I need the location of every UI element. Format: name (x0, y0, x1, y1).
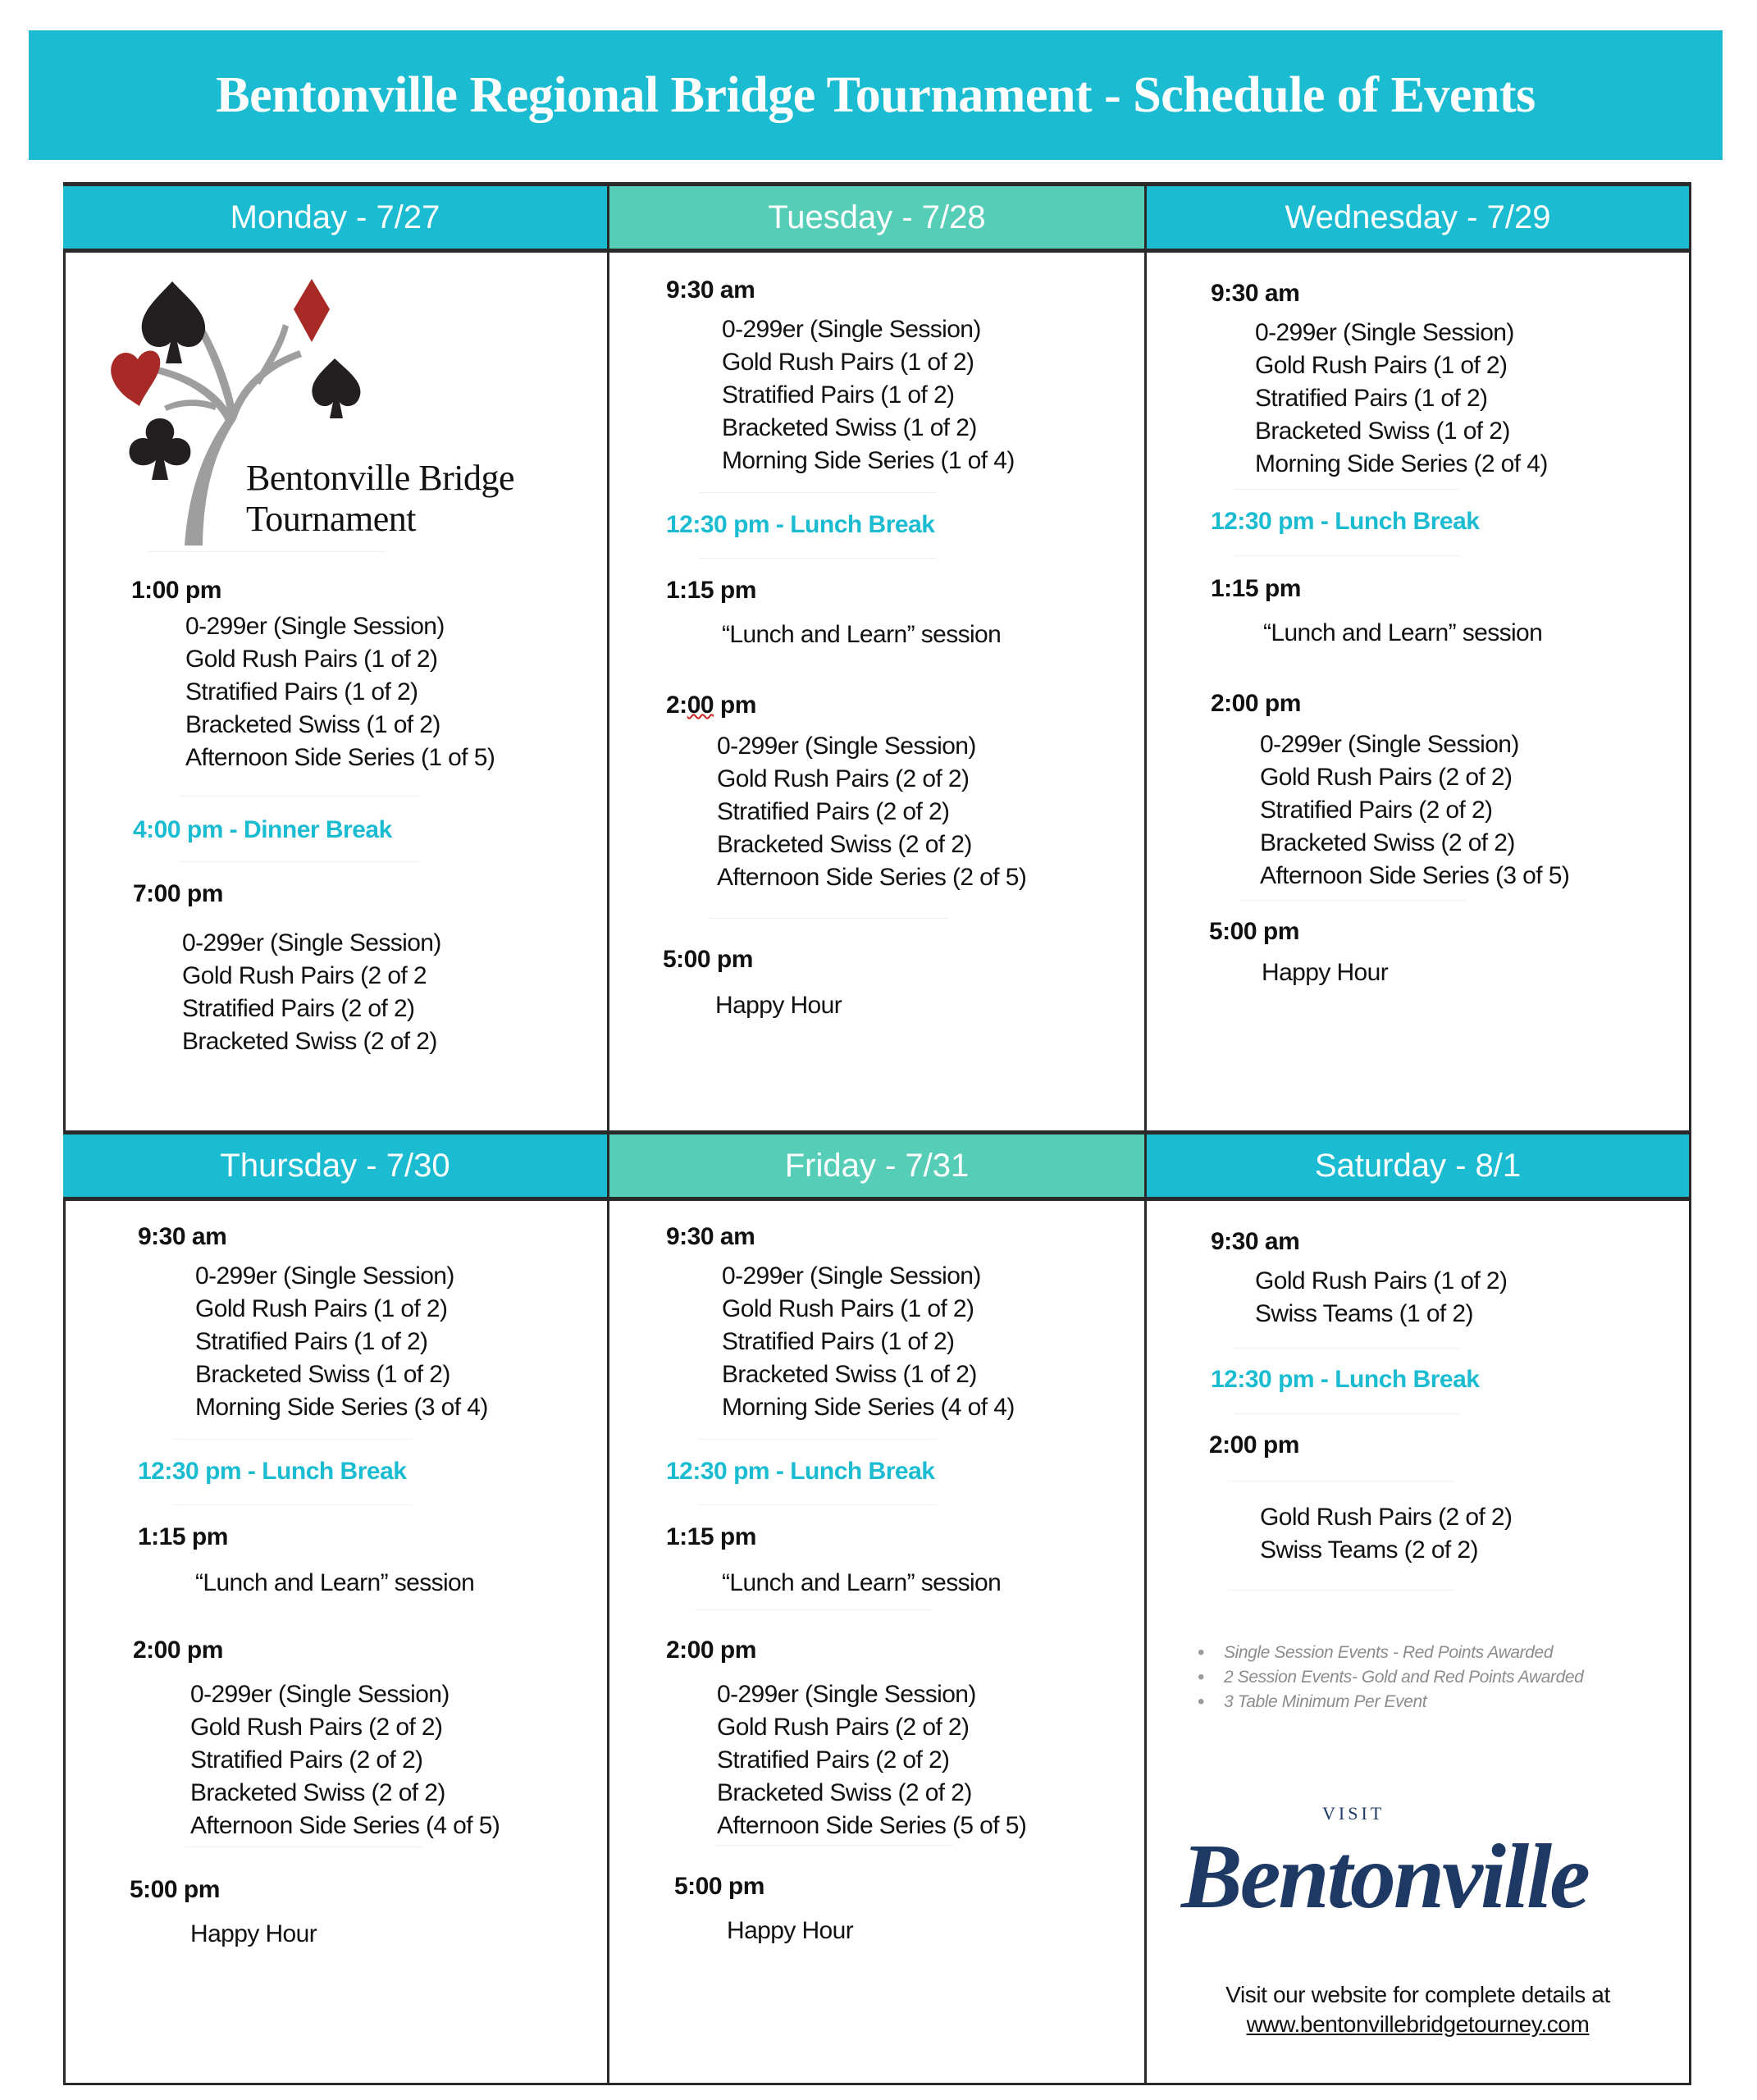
event-item: Swiss Teams (1 of 2) (1255, 1300, 1473, 1327)
event-item: Gold Rush Pairs (1 of 2) (1255, 352, 1508, 379)
event-item: Stratified Pairs (2 of 2) (182, 995, 415, 1022)
time-label (666, 691, 756, 720)
event-item: “Lunch and Learn” session (195, 1569, 475, 1596)
event-item: Bracketed Swiss (2 of 2) (190, 1779, 445, 1806)
event-list (727, 1915, 853, 1947)
time-label: 2:00 pm (1211, 690, 1301, 717)
divider (715, 1845, 953, 1846)
event-item: 0-299er (Single Session) (1260, 731, 1519, 758)
time-label: 5:00 pm (1209, 918, 1299, 945)
logo-line-1: Bentonville Bridge (246, 458, 515, 498)
time-label: 1:15 pm (1211, 575, 1301, 602)
event-item: Swiss Teams (2 of 2) (1260, 1536, 1478, 1564)
event-item: 0-299er (Single Session) (185, 613, 445, 640)
spellcheck-flagged-text: 00 (687, 692, 714, 719)
website-link[interactable]: www.bentonvillebridgetourney.com (1246, 2011, 1590, 2037)
event-item: Gold Rush Pairs (1 of 2) (722, 1295, 974, 1322)
day-header-label: Thursday - 7/30 (220, 1147, 450, 1184)
event-item: Gold Rush Pairs (2 of 2) (717, 1714, 970, 1741)
time-label: 2:00 pm (133, 1637, 223, 1664)
notes-list (1198, 1641, 1583, 1714)
day-header-saturday (1147, 1130, 1689, 1201)
time-label: 5:00 pm (130, 1876, 220, 1903)
event-list (717, 730, 1026, 894)
break-label: 12:30 pm - Lunch Break (1211, 1366, 1480, 1393)
event-item: Stratified Pairs (2 of 2) (1260, 797, 1493, 824)
event-item: Happy Hour (715, 992, 842, 1019)
time-label: 2:00 pm (1209, 1431, 1299, 1459)
event-list (1260, 1501, 1512, 1567)
divider (699, 1439, 937, 1440)
event-item: 0-299er (Single Session) (717, 733, 976, 760)
event-list (190, 1918, 317, 1951)
time-label: 9:30 am (1211, 1228, 1300, 1255)
event-item: Stratified Pairs (1 of 2) (185, 678, 418, 705)
divider (699, 492, 937, 493)
event-list (1255, 317, 1548, 481)
time-label: 2:00 pm (666, 1637, 756, 1664)
bridge-logo-text (246, 458, 514, 540)
event-item: Bracketed Swiss (1 of 2) (185, 711, 440, 738)
divider (694, 1609, 932, 1610)
event-item: Morning Side Series (1 of 4) (722, 447, 1015, 474)
time-label: 9:30 am (666, 1223, 755, 1250)
time-label: 1:15 pm (666, 577, 756, 604)
time-label: 1:00 pm (131, 577, 221, 604)
day-header-friday (609, 1130, 1144, 1201)
time-prefix: 2: (666, 692, 687, 719)
footer-text: Visit our website for complete details at (1225, 1982, 1610, 2007)
event-item: “Lunch and Learn” session (1263, 619, 1543, 646)
event-list (722, 1567, 1001, 1600)
day-header-wednesday (1147, 182, 1689, 253)
title-banner (29, 30, 1723, 160)
event-item: Happy Hour (727, 1917, 854, 1944)
note-item: • Single Session Events - Red Points Awarded (1198, 1641, 1583, 1665)
event-item: Gold Rush Pairs (2 of 2) (1260, 764, 1513, 791)
divider (1229, 1590, 1454, 1591)
event-item: Bracketed Swiss (2 of 2) (182, 1028, 437, 1055)
event-item: Bracketed Swiss (1 of 2) (722, 414, 977, 441)
event-item: Gold Rush Pairs (2 of 2) (717, 765, 970, 792)
day-header-label: Tuesday - 7/28 (768, 199, 986, 235)
time-label: 9:30 am (138, 1223, 227, 1250)
event-item: Afternoon Side Series (3 of 5) (1260, 862, 1570, 889)
time-label: 5:00 pm (674, 1873, 764, 1900)
time-label: 9:30 am (666, 276, 755, 304)
divider (180, 796, 418, 797)
break-label: 12:30 pm - Lunch Break (1211, 508, 1480, 535)
day-header-label: Friday - 7/31 (784, 1147, 970, 1184)
day-header-tuesday (609, 182, 1144, 253)
event-item: Stratified Pairs (2 of 2) (717, 1746, 950, 1774)
event-item: 0-299er (Single Session) (717, 1681, 976, 1708)
event-item: Stratified Pairs (2 of 2) (717, 798, 950, 825)
event-list (195, 1567, 474, 1600)
event-item: Gold Rush Pairs (2 of 2) (190, 1714, 443, 1741)
divider (174, 1504, 412, 1505)
divider (1240, 900, 1466, 901)
event-item: Gold Rush Pairs (1 of 2) (1255, 1267, 1508, 1294)
event-item: Bracketed Swiss (2 of 2) (1260, 829, 1515, 856)
event-item: Morning Side Series (3 of 4) (195, 1394, 488, 1421)
day-header-label: Wednesday - 7/29 (1285, 199, 1551, 235)
break-label: 4:00 pm - Dinner Break (133, 816, 392, 843)
club-icon (130, 418, 191, 480)
event-item: Gold Rush Pairs (1 of 2) (722, 349, 974, 376)
time-suffix: pm (714, 692, 756, 719)
event-item: Bracketed Swiss (1 of 2) (1255, 418, 1510, 445)
event-list (182, 927, 441, 1058)
event-item: Gold Rush Pairs (2 of 2) (1260, 1504, 1513, 1531)
event-list (1255, 1265, 1507, 1331)
note-item: • 3 Table Minimum Per Event (1198, 1690, 1583, 1714)
divider (1234, 1413, 1459, 1414)
event-item: 0-299er (Single Session) (182, 929, 441, 956)
time-label: 5:00 pm (663, 946, 753, 973)
visit-logo-small-text: VISIT (1322, 1803, 1385, 1824)
event-item: Afternoon Side Series (4 of 5) (190, 1812, 500, 1839)
event-item: Bracketed Swiss (2 of 2) (717, 831, 972, 858)
event-item: Happy Hour (1262, 959, 1389, 986)
footer (1147, 1980, 1689, 2039)
event-item: Stratified Pairs (1 of 2) (195, 1328, 428, 1355)
spade-icon (312, 358, 360, 418)
time-label: 7:00 pm (133, 880, 223, 907)
event-list (185, 610, 495, 774)
divider (699, 558, 937, 559)
event-item: “Lunch and Learn” session (722, 1569, 1002, 1596)
visit-logo-big-text: Bentonville (1181, 1826, 1588, 1928)
event-item: Bracketed Swiss (1 of 2) (722, 1361, 977, 1388)
event-item: Bracketed Swiss (1 of 2) (195, 1361, 450, 1388)
event-list (722, 1260, 1015, 1424)
day-header-label: Saturday - 8/1 (1314, 1147, 1522, 1184)
divider (699, 1504, 937, 1505)
break-label: 12:30 pm - Lunch Break (666, 1458, 935, 1485)
event-list (1263, 617, 1542, 650)
diamond-icon (294, 279, 330, 342)
day-header-label: Monday - 7/27 (230, 199, 440, 235)
day-header-monday (63, 182, 607, 253)
day-header-thursday (63, 1130, 607, 1201)
divider (1234, 555, 1459, 556)
divider (148, 551, 386, 552)
note-item: • 2 Session Events- Gold and Red Points Awarded (1198, 1665, 1583, 1690)
event-item: Gold Rush Pairs (2 of 2 (182, 962, 427, 989)
event-list (190, 1678, 500, 1842)
event-item: “Lunch and Learn” session (722, 621, 1002, 648)
event-item: Happy Hour (190, 1920, 317, 1947)
divider (174, 1439, 412, 1440)
event-item: Afternoon Side Series (1 of 5) (185, 744, 495, 771)
event-list (717, 1678, 1026, 1842)
event-item: Stratified Pairs (1 of 2) (722, 1328, 955, 1355)
break-label: 12:30 pm - Lunch Break (138, 1458, 407, 1485)
divider (180, 861, 418, 862)
event-item: Morning Side Series (4 of 4) (722, 1394, 1015, 1421)
event-item: 0-299er (Single Session) (190, 1681, 450, 1708)
event-item: 0-299er (Single Session) (195, 1262, 454, 1290)
event-item: Stratified Pairs (1 of 2) (1255, 385, 1488, 412)
event-item: Gold Rush Pairs (1 of 2) (185, 646, 438, 673)
event-item: 0-299er (Single Session) (722, 316, 981, 343)
time-label: 1:15 pm (138, 1523, 228, 1550)
page-title: Bentonville Regional Bridge Tournament - Schedule of Events (216, 66, 1536, 123)
event-item: 0-299er (Single Session) (1255, 319, 1514, 346)
event-list (722, 619, 1001, 651)
logo-line-2: Tournament (246, 499, 416, 539)
time-label: 1:15 pm (666, 1523, 756, 1550)
event-list (715, 989, 842, 1022)
event-list (195, 1260, 488, 1424)
break-label: 12:30 pm - Lunch Break (666, 511, 935, 538)
event-item: 0-299er (Single Session) (722, 1262, 981, 1290)
divider (1234, 489, 1459, 490)
event-list (1262, 956, 1388, 989)
event-list (722, 313, 1015, 477)
divider (710, 918, 947, 919)
divider (1234, 1348, 1459, 1349)
time-label: 9:30 am (1211, 280, 1300, 307)
event-item: Bracketed Swiss (2 of 2) (717, 1779, 972, 1806)
event-item: Stratified Pairs (1 of 2) (722, 381, 955, 409)
event-item: Afternoon Side Series (2 of 5) (717, 864, 1027, 891)
event-item: Gold Rush Pairs (1 of 2) (195, 1295, 448, 1322)
event-item: Afternoon Side Series (5 of 5) (717, 1812, 1027, 1839)
event-item: Stratified Pairs (2 of 2) (190, 1746, 423, 1774)
heart-icon (111, 350, 160, 406)
event-item: Morning Side Series (2 of 4) (1255, 450, 1548, 477)
event-list (1260, 728, 1569, 892)
